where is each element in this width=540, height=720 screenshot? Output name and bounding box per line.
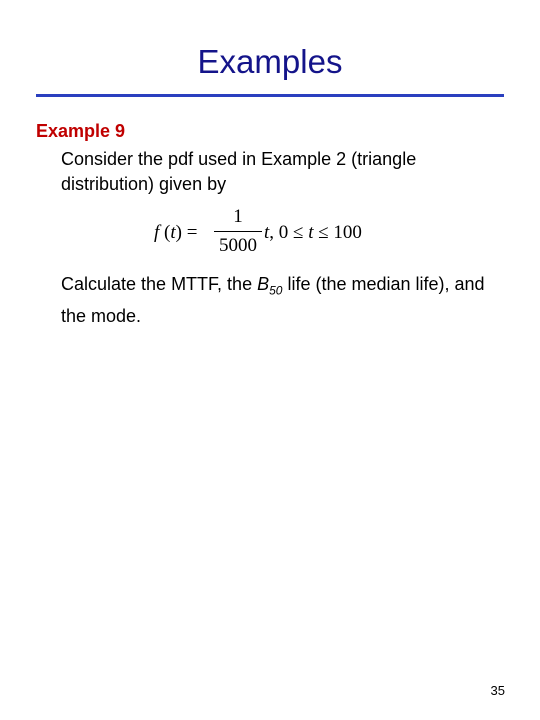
task-part1: Calculate the MTTF, the <box>61 274 258 294</box>
formula-f: f <box>154 222 160 243</box>
formula-lhs <box>154 222 197 244</box>
formula-rhs <box>264 222 362 244</box>
formula-t: t <box>170 222 176 243</box>
formula-rhs-t: t <box>264 222 270 243</box>
formula-numerator: 1 <box>233 206 243 227</box>
page-number: 35 <box>490 683 505 698</box>
task-part2: life (the median life), and the mode. <box>61 274 485 326</box>
formula-rhs-end: ≤ 100 <box>313 222 362 243</box>
slide-title: Examples <box>197 43 343 80</box>
formula-open: ( <box>159 222 171 243</box>
formula-rhs-mid: , 0 ≤ <box>269 222 309 243</box>
problem-statement: Consider the pdf used in Example 2 (triangle distribution) given by <box>61 149 417 194</box>
formula-denominator: 5000 <box>219 235 257 256</box>
formula-rhs-t2: t <box>308 222 314 243</box>
task-b-subscript: 50 <box>269 283 283 298</box>
task-statement <box>61 272 511 329</box>
formula-fraction <box>214 205 262 258</box>
fraction-bar <box>214 231 262 232</box>
formula-close: ) = <box>175 222 198 243</box>
title-divider <box>36 94 504 97</box>
example-heading: Example 9 <box>36 121 126 141</box>
task-b-symbol: B <box>257 274 270 294</box>
